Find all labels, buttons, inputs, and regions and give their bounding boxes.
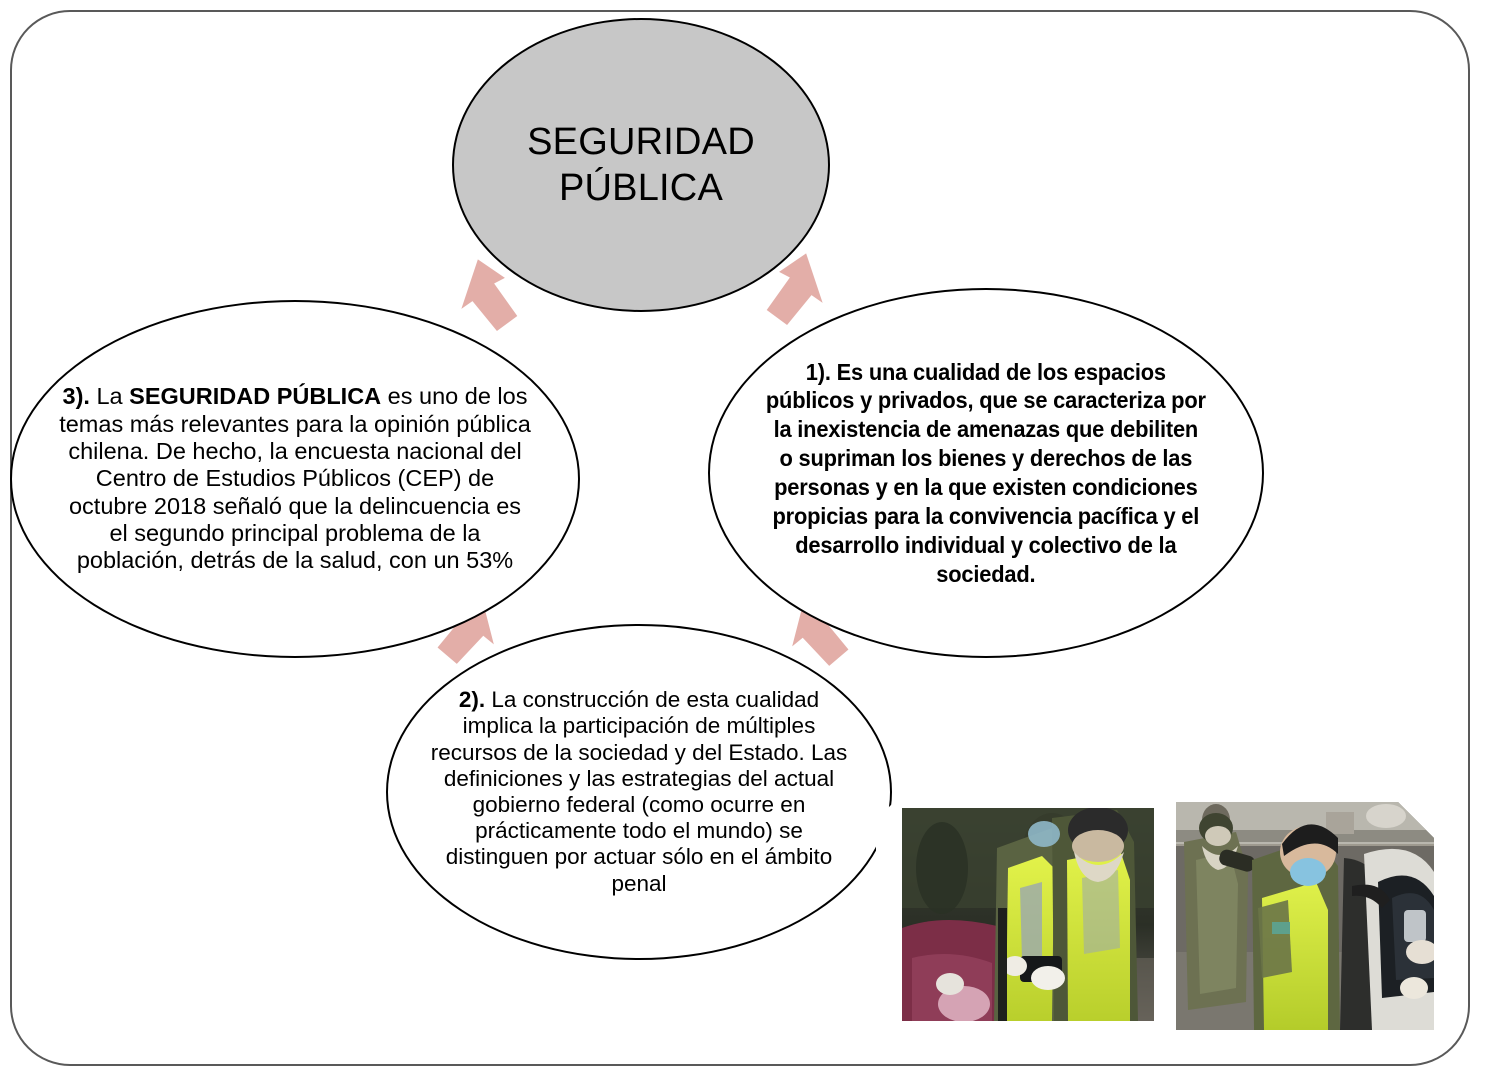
node-2-text <box>423 687 855 897</box>
photo-frame-inner <box>876 786 1448 1042</box>
node-1-body: Es una cualidad de los espacios públicos y privados, que se caracteriza por la inexistencia de amenazas que debiliten o supriman los bienes y derechos de las personas y en la que existen condiciones propicias para la convivencia pacífica y el desarrollo individual y colectivo de la sociedad. <box>766 358 1206 587</box>
node-2-marker: 2). <box>458 687 486 713</box>
node-center-seguridad-publica[interactable] <box>452 18 830 312</box>
node-1-marker: 1). <box>805 358 831 385</box>
node-3-marker: 3). <box>62 383 90 410</box>
node-center-label: SEGURIDAD PÚBLICA <box>527 120 755 209</box>
node-3-text-after: es uno de los temas más relevantes para la opinión pública chilena. De hecho, la encuesta nacional del Centro de Estudios Públicos (CEP) de octubre 2018 señaló que la delincuencia es el segundo principal problema de la población, detrás de la salud, con un 53% <box>59 383 531 574</box>
photo-control-vehicular <box>1176 802 1434 1030</box>
node-3-text <box>57 383 532 575</box>
photo-collage-frame <box>876 786 1448 1042</box>
node-1-text <box>766 358 1206 589</box>
node-2-body: La construcción de esta cualidad implica la participación de múltiples recursos de la sociedad y del Estado. Las definiciones y las estrategias del actual gobierno federal (como ocurre en prácticamente todo el mundo) se distinguen por actuar sólo en el ámbito penal <box>430 687 848 896</box>
node-3-emphasis: SEGURIDAD PÚBLICA <box>129 383 382 410</box>
photo-carabineros-control <box>902 808 1154 1021</box>
node-3-left[interactable] <box>10 300 580 658</box>
node-3-text-before: La <box>96 383 123 410</box>
node-1-right[interactable] <box>708 288 1264 658</box>
node-2-bottom[interactable] <box>386 624 892 960</box>
